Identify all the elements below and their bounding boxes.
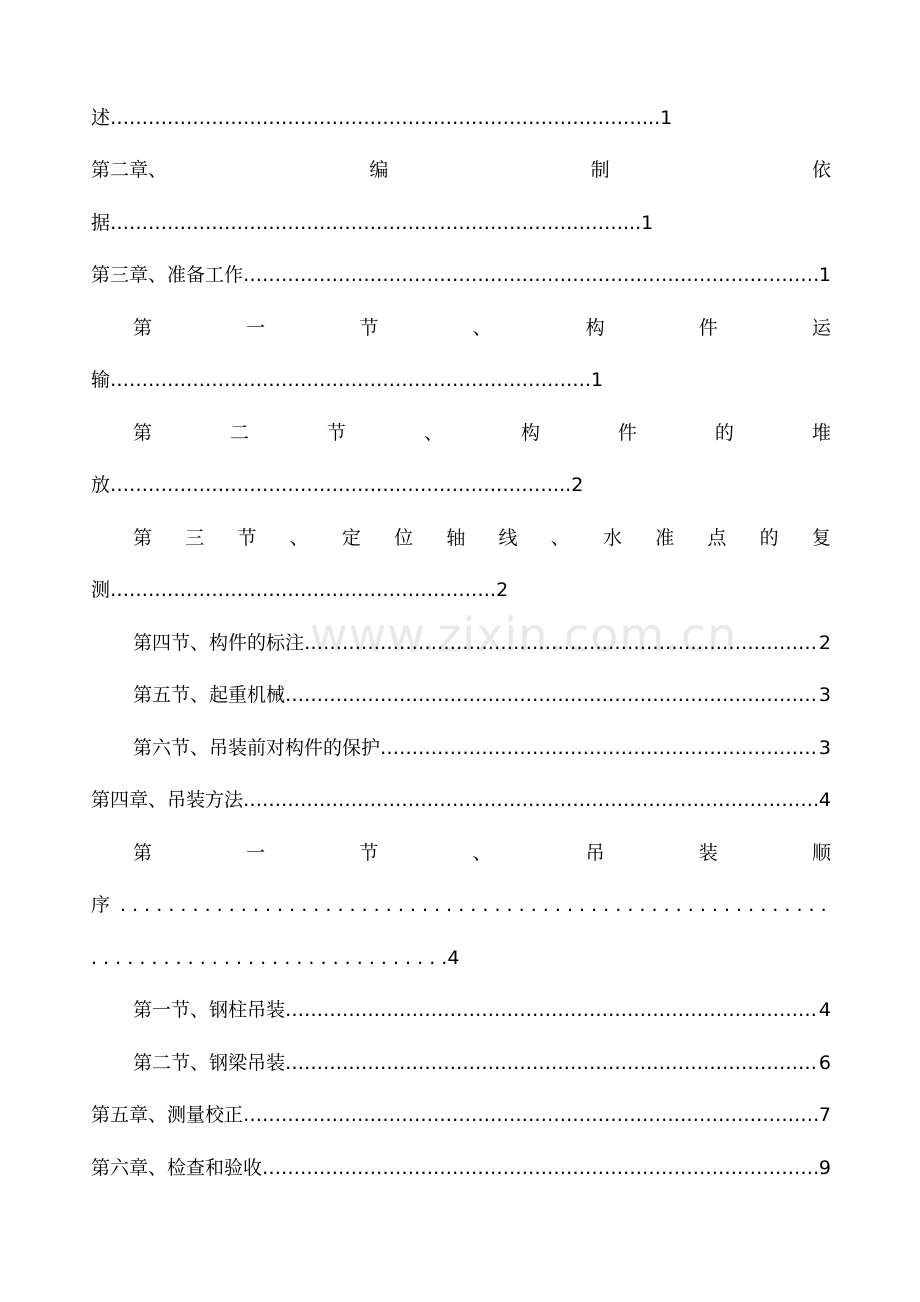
toc-spread-word: 顺 bbox=[811, 842, 831, 864]
toc-spread-word: 件 bbox=[698, 317, 718, 339]
toc-leader bbox=[243, 261, 819, 289]
toc-line-text: 输 bbox=[91, 369, 111, 391]
toc-spread-word: 节 bbox=[326, 422, 346, 444]
toc-line bbox=[133, 1049, 831, 1077]
toc-line bbox=[91, 1101, 831, 1129]
toc-leader: ………………………………………………………………… bbox=[110, 369, 586, 391]
toc-spread-word: 编 bbox=[369, 159, 389, 181]
toc-line bbox=[91, 261, 831, 289]
toc-spread-word: 的 bbox=[759, 527, 779, 549]
toc-spread-word: 准 bbox=[655, 527, 675, 549]
toc-line bbox=[133, 629, 831, 657]
toc-page-number: 3 bbox=[818, 737, 831, 759]
toc-line-text: 第五章、测量校正 bbox=[91, 1104, 244, 1126]
toc-line bbox=[133, 681, 831, 709]
toc-line bbox=[91, 944, 831, 972]
toc-leader bbox=[285, 996, 819, 1024]
toc-line-text: 第六节、吊装前对构件的保护 bbox=[133, 737, 381, 759]
toc-page-number: 3 bbox=[818, 684, 831, 706]
toc-spread-word: 二 bbox=[229, 422, 249, 444]
toc-page-number: .1 bbox=[585, 369, 604, 391]
toc-leader bbox=[285, 1049, 819, 1077]
toc-leader: ……………………………………………………………………… bbox=[110, 212, 624, 234]
toc-line-text: 第四章、吊装方法 bbox=[91, 789, 244, 811]
toc-line-text: 第三章、准备工作 bbox=[91, 264, 244, 286]
toc-spread-word: 、 bbox=[472, 317, 492, 339]
toc-line bbox=[91, 366, 831, 394]
toc-spread-word: 制 bbox=[590, 159, 610, 181]
toc-spread-word: 装 bbox=[698, 842, 718, 864]
toc-line-spread bbox=[91, 156, 831, 184]
toc-spread-word: 线 bbox=[498, 527, 518, 549]
toc-line-text: 放 bbox=[91, 474, 111, 496]
toc-spread-word: 的 bbox=[714, 422, 734, 444]
toc-spread-word: 位 bbox=[394, 527, 414, 549]
toc-page-number: 2 bbox=[818, 632, 831, 654]
toc-leader bbox=[110, 891, 831, 919]
toc-leader bbox=[304, 629, 819, 657]
toc-page-number: 1 bbox=[818, 264, 831, 286]
toc-line bbox=[91, 576, 831, 604]
toc-line-spread bbox=[133, 524, 831, 552]
toc-page-number: 6 bbox=[818, 1052, 831, 1074]
toc-page-number: 4 bbox=[447, 947, 460, 969]
toc-line-text: 第四节、构件的标注 bbox=[133, 632, 305, 654]
toc-line-spread bbox=[133, 839, 831, 867]
toc-spread-word: 节 bbox=[237, 527, 257, 549]
toc-page-number: 7 bbox=[818, 1104, 831, 1126]
toc-line-text: 第五节、起重机械 bbox=[133, 684, 286, 706]
watermark: www.zixin.com.cn bbox=[310, 608, 738, 662]
toc-line bbox=[91, 786, 831, 814]
toc-spread-word: 吊 bbox=[585, 842, 605, 864]
toc-spread-word: 定 bbox=[341, 527, 361, 549]
toc-spread-word: 第 bbox=[133, 842, 153, 864]
toc-spread-word: 第 bbox=[133, 317, 153, 339]
toc-spread-word: 运 bbox=[811, 317, 831, 339]
toc-spread-word: 轴 bbox=[446, 527, 466, 549]
toc-line bbox=[133, 734, 831, 762]
toc-page-number: 4 bbox=[818, 789, 831, 811]
toc-spread-word: 水 bbox=[602, 527, 622, 549]
toc-line-text: 序 bbox=[91, 894, 111, 916]
toc-spread-word: 、 bbox=[423, 422, 443, 444]
toc-spread-word: 节 bbox=[359, 317, 379, 339]
toc-spread-word: 构 bbox=[520, 422, 540, 444]
toc-spread-word: 一 bbox=[246, 317, 266, 339]
toc-leader bbox=[285, 681, 819, 709]
toc-page-number: 2 bbox=[571, 474, 584, 496]
toc-spread-word: 、 bbox=[289, 527, 309, 549]
toc-spread-word: 第 bbox=[133, 422, 153, 444]
toc-line-text: 据 bbox=[91, 212, 111, 234]
toc-leader bbox=[380, 734, 819, 762]
toc-line-text: 第一节、钢柱吊装 bbox=[133, 999, 286, 1021]
toc-line bbox=[91, 1154, 831, 1182]
toc-line bbox=[91, 209, 831, 237]
toc-line bbox=[91, 891, 831, 919]
toc-spread-word: 构 bbox=[585, 317, 605, 339]
toc-leader bbox=[262, 1154, 819, 1182]
toc-line bbox=[91, 104, 831, 132]
toc-spread-word: 三 bbox=[185, 527, 205, 549]
toc-leader: . . . . . . . . . . . . . . . . . . . . . . . . . . . . . . bbox=[91, 947, 448, 969]
toc-page-number: ...1 bbox=[642, 107, 673, 129]
toc-spread-word: 第二章、 bbox=[91, 159, 168, 181]
toc-spread-word: 件 bbox=[617, 422, 637, 444]
toc-spread-word: 一 bbox=[246, 842, 266, 864]
toc-spread-word: 堆 bbox=[811, 422, 831, 444]
toc-spread-word: 、 bbox=[550, 527, 570, 549]
toc-page-number: 9 bbox=[818, 1157, 831, 1179]
toc-line-text: 测 bbox=[91, 579, 111, 601]
toc-spread-word: 节 bbox=[359, 842, 379, 864]
toc-line-spread bbox=[133, 419, 831, 447]
toc-leader bbox=[243, 786, 819, 814]
toc-spread-word: 复 bbox=[811, 527, 831, 549]
toc-leader: ……………………………………….……………………... bbox=[110, 474, 572, 496]
toc-leader bbox=[243, 1101, 819, 1129]
toc-page-number: ...1 bbox=[623, 212, 654, 234]
toc-line bbox=[91, 471, 831, 499]
toc-spread-word: 依 bbox=[811, 159, 831, 181]
toc-spread-word: 、 bbox=[472, 842, 492, 864]
toc-line-spread bbox=[133, 314, 831, 342]
toc-page-number: 4 bbox=[818, 999, 831, 1021]
toc-line-text: 第六章、检查和验收 bbox=[91, 1157, 263, 1179]
toc-spread-word: 第 bbox=[133, 527, 153, 549]
toc-leader: ………………………………………………………………………… bbox=[110, 107, 643, 129]
toc-line-text: 第二节、钢梁吊装 bbox=[133, 1052, 286, 1074]
toc-spread-word: 点 bbox=[707, 527, 727, 549]
toc-line bbox=[133, 996, 831, 1024]
toc-page-number: 2 bbox=[496, 579, 509, 601]
toc-line-text: 述 bbox=[91, 107, 111, 129]
toc-leader: ……………………………………………………. bbox=[110, 579, 497, 601]
